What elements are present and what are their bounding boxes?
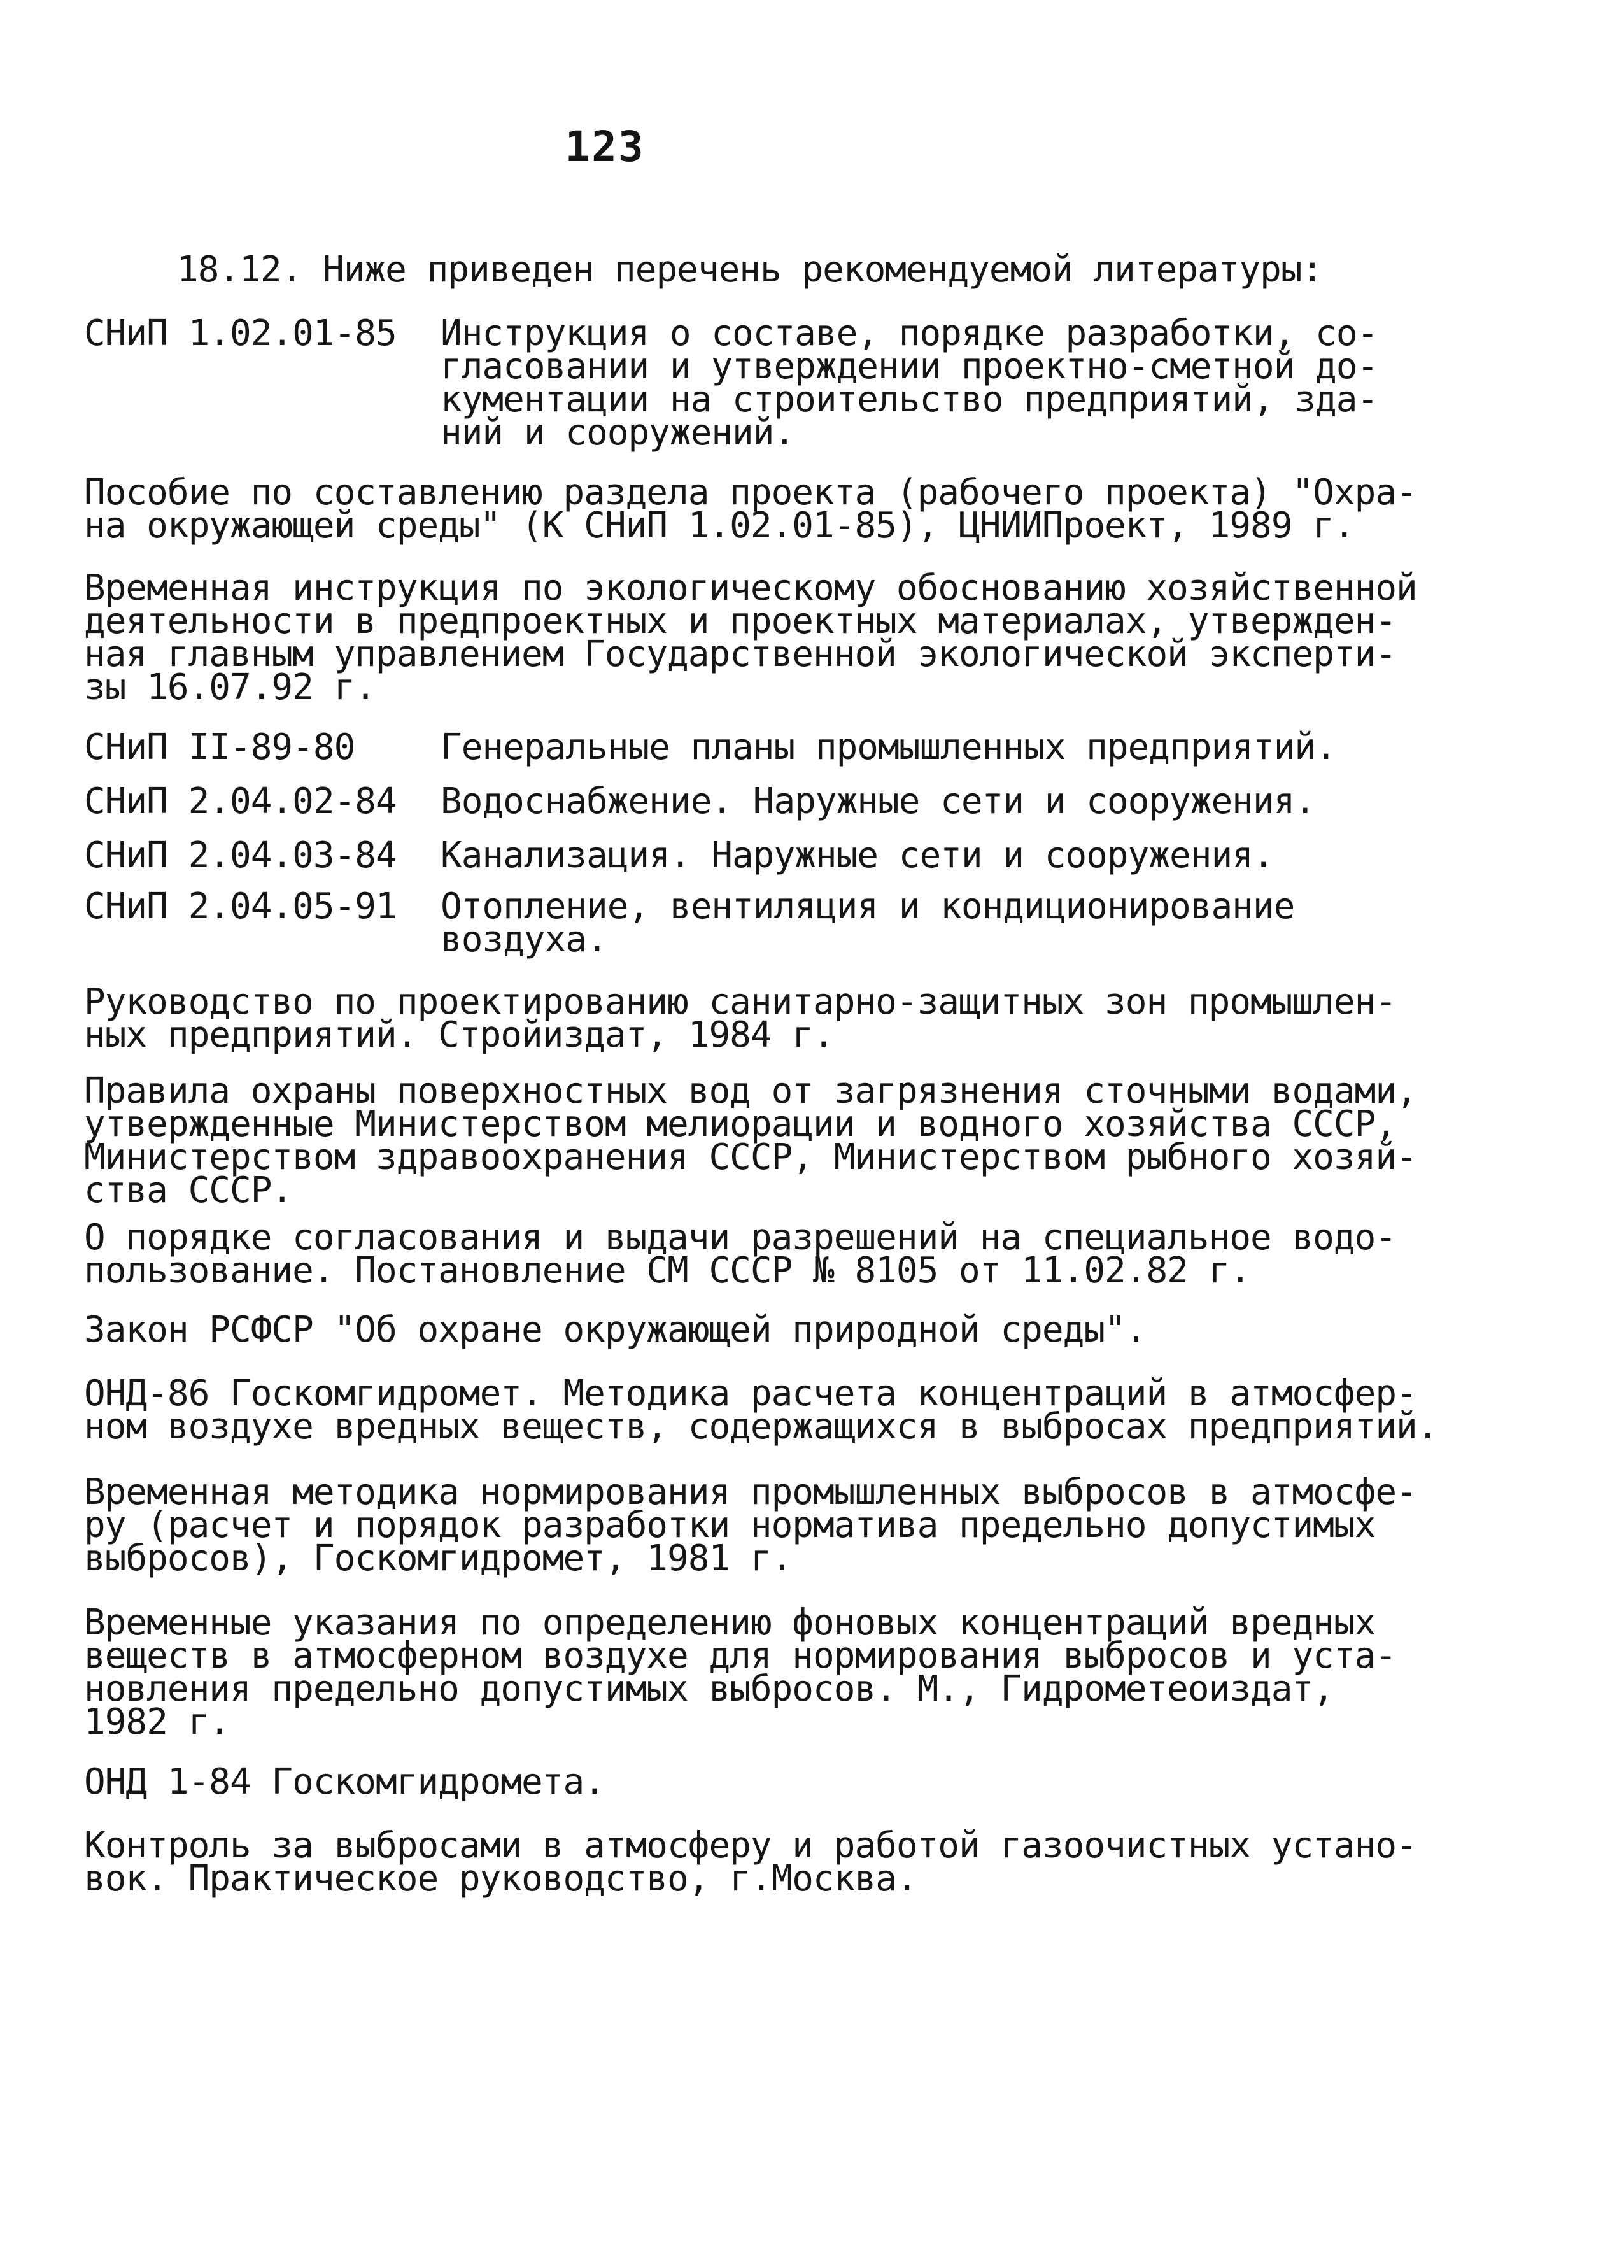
snip-description: Отопление, вентиляция и кондиционирование воздуха.	[441, 886, 1295, 960]
snip-description: Генеральные планы промышленных предприятий.	[441, 726, 1336, 768]
snip-code: СНиП 2.04.02-84	[84, 781, 397, 822]
snip-code: СНиП 2.04.05-91	[84, 886, 397, 927]
reference-background-concentrations: Временные указания по определению фоновых концентраций вредных веществ в атмосферном воздухе для нормирования выбросов и уста- новления предельно допустимых выбросов. М., Гидрометеоиздат, 1982 г.	[84, 1602, 1397, 1743]
reference-ond-86: ОНД-86 Госкомгидромет. Методика расчета концентраций в атмосфер- ном воздухе вредных веществ, содержащихся в выбросах предприятий.	[84, 1373, 1438, 1447]
reference-emission-norming-method: Временная методика нормирования промышленных выбросов в атмосфе- ру (расчет и порядок разработки норматива предельно допустимых выбросов), Госкомгидромет, 1981 г.	[84, 1471, 1417, 1579]
snip-description: Канализация. Наружные сети и сооружения.	[441, 835, 1274, 876]
reference-emission-control-guide: Контроль за выбросами в атмосферу и работой газоочистных устано- вок. Практическое руководство, г.Москва.	[84, 1825, 1417, 1899]
reference-temporary-instruction-ecology: Временная инструкция по экологическому обоснованию хозяйственной деятельности в предпроектных и проектных материалах, утвержден- ная главным управлением Государственной экологической эксперти- зы 16.07.92 г.	[84, 567, 1417, 708]
snip-code: СНиП II-89-80	[84, 726, 355, 768]
snip-code: СНиП 2.04.03-84	[84, 835, 397, 876]
reference-manual-environmental-section: Пособие по составлению раздела проекта (рабочего проекта) "Охра- на окружающей среды" (К СНиП 1.02.01-85), ЦНИИПроект, 1989 г.	[84, 472, 1417, 546]
page-number: 123	[565, 122, 645, 171]
reference-surface-water-rules: Правила охраны поверхностных вод от загрязнения сточными водами, утвержденные Министерством мелиорации и водного хозяйства СССР, Министерством здравоохранения СССР, Министерством рыбного хозяй- ства СССР.	[84, 1070, 1417, 1211]
reference-sanitary-zones-guide: Руководство по проектированию санитарно-защитных зон промышлен- ных предприятий. Стройиздат, 1984 г.	[84, 981, 1397, 1056]
reference-water-use-permits: О порядке согласования и выдачи разрешений на специальное водо- пользование. Постановление СМ СССР № 8105 от 11.02.82 г.	[84, 1217, 1397, 1291]
reference-ond-1-84: ОНД 1-84 Госкомгидромета.	[84, 1761, 605, 1803]
reference-rsfsr-law: Закон РСФСР "Об охране окружающей природной среды".	[84, 1309, 1147, 1350]
snip-code: СНиП 1.02.01-85	[84, 313, 397, 354]
snip-description: Водоснабжение. Наружные сети и сооружения.	[441, 781, 1316, 822]
snip-description: Инструкция о составе, порядке разработки, со- гласовании и утверждении проектно-сметной до- кументации на строительство предприятий, зда- ний и сооружений.	[441, 313, 1378, 453]
intro-heading: 18.12. Ниже приведен перечень рекомендуемой литературы:	[177, 249, 1323, 290]
